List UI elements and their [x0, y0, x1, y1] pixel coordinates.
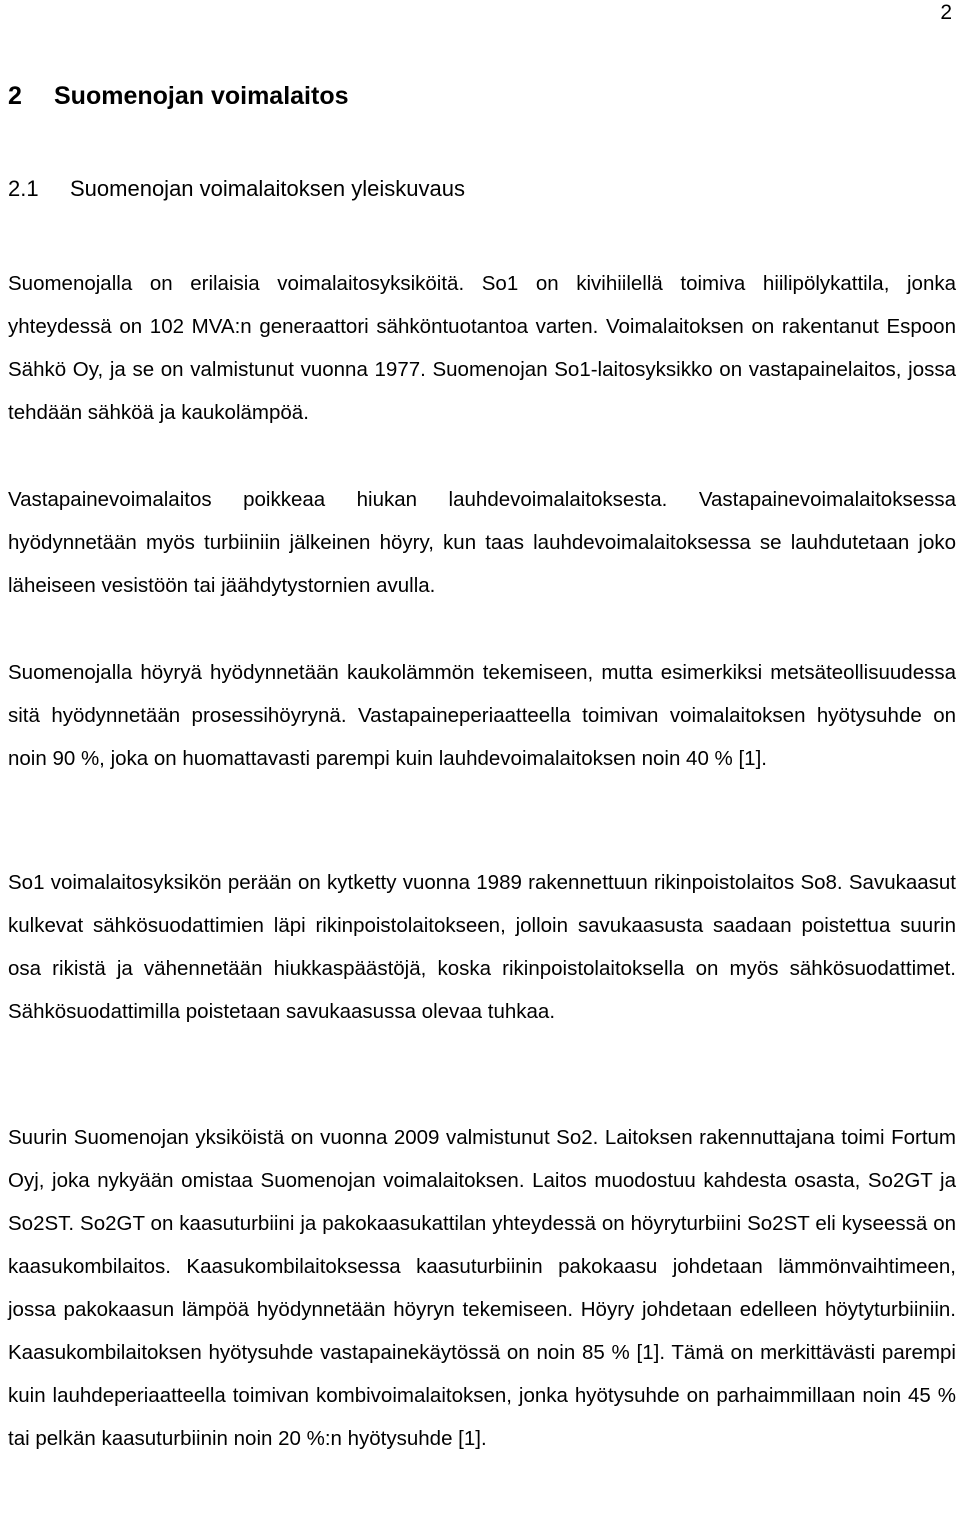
body-paragraph: Vastapainevoimalaitos poikkeaa hiukan lauhdevoimalaitoksesta. Vastapainevoimalaitoksessa hyödynnetään myös turbiiniin jälkeinen höyry, kun taas lauhdevoimalaitoksessa se lauhdutetaan joko läheiseen vesistöön tai jäähdytystornien avulla. — [8, 488, 956, 597]
body-paragraph: Suurin Suomenojan yksiköistä on vuonna 2009 valmistunut So2. Laitoksen rakennuttajana toimi Fortum Oyj, joka nykyään omistaa Suomenojan voimalaitoksen. Laitos muodostuu kahdesta osasta, So2GT ja So2ST. So2GT on kaasuturbiini ja pakokaasukattilan yhteydessä on höyryturbiini So2ST eli kyseessä on kaasukombilaitos. Kaasukombilaitoksessa kaasuturbiinin pakokaasu johdetaan lämmönvaihtimeen, jossa pakokaasun lämpöä hyödynnetään höyryn tekemiseen. Höyry johdetaan edelleen höytyturbiiniin. Kaasukombilaitoksen hyötysuhde vastapainekäytössä on noin 85 % [1]. Tämä on merkittävästi parempi kuin lauhdeperiaatteella toimivan kombivoimalaitoksen, jonka hyötysuhde on parhaimmillaan noin 45 % tai pelkän kaasuturbiinin noin 20 %:n hyötysuhde [1]. — [8, 1126, 956, 1450]
chapter-title: Suomenojan voimalaitos — [54, 82, 349, 110]
body-paragraph: Suomenojalla on erilaisia voimalaitosyksiköitä. So1 on kivihiilellä toimiva hiilipölykattila, jonka yhteydessä on 102 MVA:n generaattori sähköntuotantoa varten. Voimalaitoksen on rakentanut Espoon Sähkö Oy, ja se on valmistunut vuonna 1977. Suomenojan So1-laitosyksikko on vastapainelaitos, jossa tehdään sähköä ja kaukolämpöä. — [8, 272, 956, 424]
section-title: Suomenojan voimalaitoksen yleiskuvaus — [70, 176, 465, 201]
body-paragraph: Suomenojalla höyryä hyödynnetään kaukolämmön tekemiseen, mutta esimerkiksi metsäteollisuudessa sitä hyödynnetään prosessihöyrynä. Vastapaineperiaatteella toimivan voimalaitoksen hyötysuhde on noin 90 %, joka on huomattavasti parempi kuin lauhdevoimalaitoksen noin 40 % [1]. — [8, 661, 956, 770]
section-number: 2.1 — [8, 176, 39, 201]
section-heading — [8, 174, 465, 204]
chapter-number: 2 — [8, 82, 22, 110]
chapter-heading — [8, 80, 349, 112]
page-number: 2 — [940, 1, 952, 24]
body-paragraph: So1 voimalaitosyksikön perään on kytketty vuonna 1989 rakennettuun rikinpoistolaitos So8. Savukaasut kulkevat sähkösuodattimien läpi rikinpoistolaitokseen, jolloin savukaasusta saadaan poistettua suurin osa rikistä ja vähennetään hiukkaspäästöjä, koska rikinpoistolaitoksella on myös sähkösuodattimet. Sähkösuodattimilla poistetaan savukaasussa olevaa tuhkaa. — [8, 871, 956, 1023]
